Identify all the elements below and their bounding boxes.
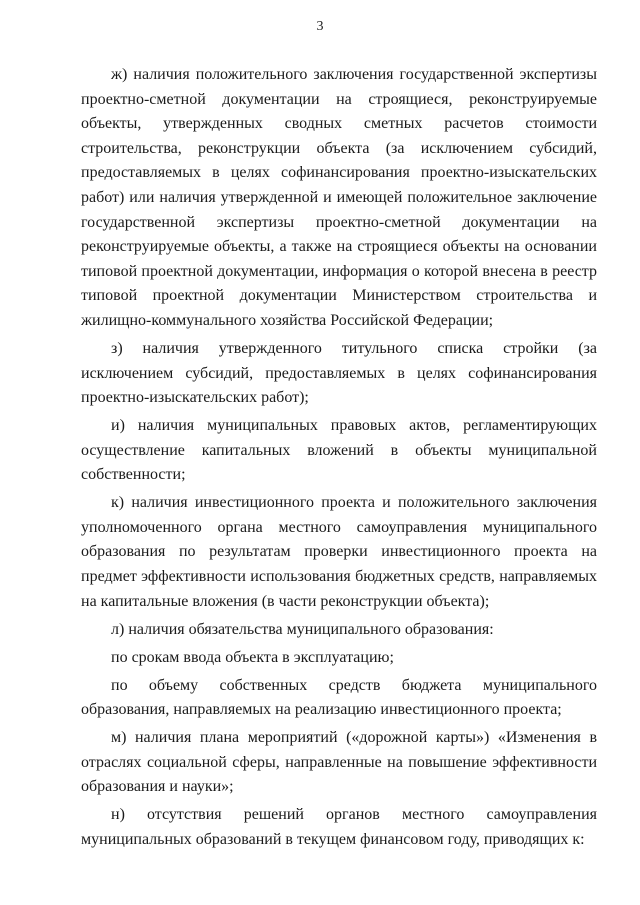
paragraph-k: к) наличия инвестиционного проекта и положительного заключения уполномоченного органа местного самоуправления муниципального образования по результатам проверки инвестиционного проекта на предмет эффективности использования бюджетных средств, направляемых на капитальные вложения (в части реконструкции объекта); (81, 494, 597, 610)
paragraph-l-term: по срокам ввода объекта в эксплуатацию; (111, 648, 394, 666)
paragraph-z: з) наличия утвержденного титульного списка стройки (за исключением субсидий, предоставляемых в целях софинансирования проектно-изыскательских работ); (81, 339, 597, 407)
paragraph-m: м) наличия плана мероприятий («дорожной карты») «Изменения в отраслях социальной сферы, направленные на повышение эффективности образования и науки»; (81, 729, 597, 796)
paragraph-n: н) отсутствия решений органов местного самоуправления муниципальных образований в текущем финансовом году, приводящих к: (81, 806, 597, 848)
paragraph-zh: ж) наличия положительного заключения государственной экспертизы проектно-сметной документации на строящиеся, реконструируемые объекты, утвержденных сводных сметных расчетов стоимости строительства, реконструкции объекта (за исключением субсидий, предоставляемых в целях софинансирования проектно-изыскательских работ) или наличия утвержденной и имеющей положительное заключение государственной экспертизы проектно-сметной документации на реконструируемые объекты, а также на строящиеся объекты на основании типовой проектной документации, информация о которой внесена в реестр типовой проектной документации Министерством строительства и жилищно-коммунального хозяйства Российской Федерации; (81, 66, 597, 329)
paragraph-i: и) наличия муниципальных правовых актов, регламентирующих осуществление капитальных вложений в объекты муниципальной собственности; (81, 417, 597, 484)
paragraph-l: л) наличия обязательства муниципального образования: (111, 620, 494, 638)
page-number: 3 (316, 19, 324, 34)
paragraph-l-budget: по объему собственных средств бюджета муниципального образования, направляемых на реализацию инвестиционного проекта; (81, 676, 597, 719)
document-body (81, 63, 597, 853)
